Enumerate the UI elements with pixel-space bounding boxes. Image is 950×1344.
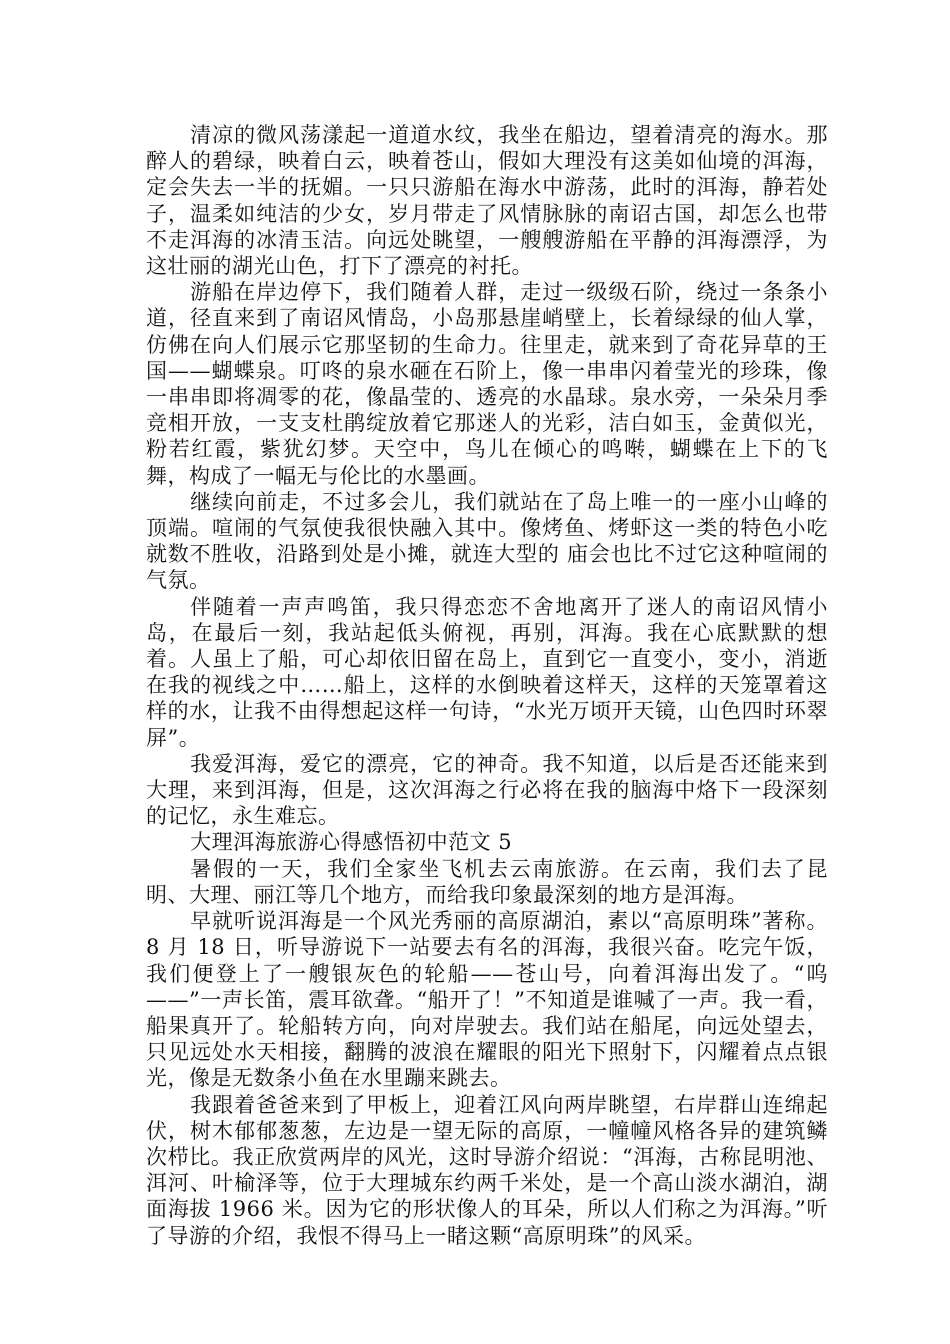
- section-heading: 大理洱海旅游心得感悟初中范文 5: [190, 830, 513, 855]
- paragraph: 早就听说洱海是一个风光秀丽的高原湖泊，素以“高原明珠”著称。8 月 18 日，听导游说下一站要去有名的洱海，我很兴奋。吃完午饭，我们便登上了一艘银灰色的轮船——苍山号，向着洱海出发了。“呜——”一声长笛，震耳欲聋。“船开了！”不知道是谁喊了一声。我一看，船果真开了。轮船转方向，向对岸驶去。我们站在船尾，向远处望去，只见远处水天相接，翻腾的波浪在耀眼的阳光下照射下，闪耀着点点银光，像是无数条小鱼在水里蹦来跳去。: [146, 909, 828, 1091]
- paragraph: 暑假的一天，我们全家坐飞机去云南旅游。在云南，我们去了昆明、大理、丽江等几个地方，而给我印象最深刻的地方是洱海。: [146, 856, 828, 907]
- paragraph: 我爱洱海，爱它的漂亮，它的神奇。我不知道，以后是否还能来到大理，来到洱海，但是，这次洱海之行必将在我的脑海中烙下一段深刻的记忆，永生难忘。: [146, 751, 828, 829]
- paragraph: 我跟着爸爸来到了甲板上，迎着江风向两岸眺望，右岸群山连绵起伏，树木郁郁葱葱，左边是一望无际的高原，一幢幢风格各异的建筑鳞次栉比。我正欣赏两岸的风光，这时导游介绍说：“洱海，古称昆明池、洱河、叶榆泽等，位于大理城东约两千米处，是一个高山淡水湖泊，湖面海拔 1966 米。因为它的形状像人的耳朵，所以人们称之为洱海。”听了导游的介绍，我恨不得马上一睹这颗“高原明珠”的风采。: [146, 1092, 828, 1248]
- paragraph: 伴随着一声声鸣笛，我只得恋恋不舍地离开了迷人的南诏风情小岛，在最后一刻，我站起低头俯视，再别，洱海。我在心底默默的想着。人虽上了船，可心却依旧留在岛上，直到它一直变小，变小，消逝在我的视线之中……船上，这样的水倒映着这样天，这样的天笼罩着这样的水，让我不由得想起这样一句诗，“水光万顷开天镜，山色四时环翠屏”。: [146, 594, 828, 750]
- paragraph: 游船在岸边停下，我们随着人群，走过一级级石阶，绕过一条条小道，径直来到了南诏风情岛，小岛那悬崖峭壁上，长着绿绿的仙人掌，仿佛在向人们展示它那坚韧的生命力。往里走，就来到了奇花异草的王国——蝴蝶泉。叮咚的泉水砸在石阶上，像一串串闪着莹光的珍珠，像一串串即将凋零的花，像晶莹的、透亮的水晶球。泉水旁，一朵朵月季竞相开放，一支支杜鹃绽放着它那迷人的光彩，洁白如玉，金黄似光，粉若红霞，紫犹幻梦。天空中，鸟儿在倾心的鸣啭，蝴蝶在上下的飞舞，构成了一幅无与伦比的水墨画。: [146, 280, 828, 488]
- document-body: [146, 122, 828, 1249]
- paragraph: 清凉的微风荡漾起一道道水纹，我坐在船边，望着清亮的海水。那醉人的碧绿，映着白云，映着苍山，假如大理没有这美如仙境的洱海，定会失去一半的抚媚。一只只游船在海水中游荡，此时的洱海，静若处子，温柔如纯洁的少女，岁月带走了风情脉脉的南诏古国，却怎么也带不走洱海的冰清玉洁。向远处眺望，一艘艘游船在平静的洱海漂浮，为这壮丽的湖光山色，打下了漂亮的衬托。: [146, 123, 828, 279]
- paragraph: 继续向前走，不过多会儿，我们就站在了岛上唯一的一座小山峰的顶端。喧闹的气氛使我很快融入其中。像烤鱼、烤虾这一类的特色小吃就数不胜收，沿路到处是小摊，就连大型的 庙会也比不过它这种喧闹的气氛。: [146, 489, 828, 593]
